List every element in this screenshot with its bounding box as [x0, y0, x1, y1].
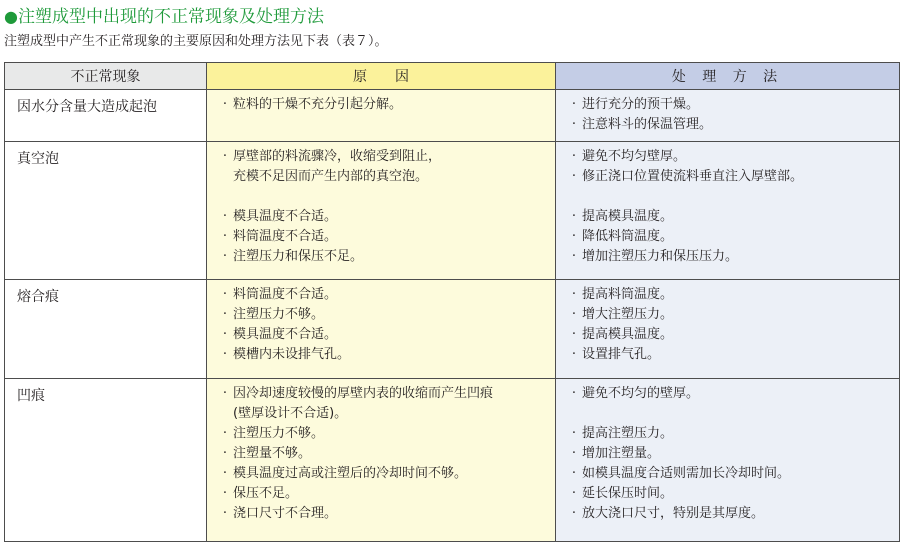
solution-item: · 避免不均匀的壁厚。 [571, 386, 700, 401]
cause-item: · 浇口尺寸不合理。 [222, 506, 338, 521]
solution-cell [556, 90, 900, 142]
table-row [5, 379, 900, 542]
troubleshooting-table [4, 62, 900, 542]
cause-item: · 注塑压力和保压不足。 [222, 249, 364, 264]
table-row [5, 90, 900, 142]
subtitle: 注塑成型中产生不正常现象的主要原因和处理方法见下表（表７）。 [4, 34, 388, 49]
solution-item: · 进行充分的预干燥。 [571, 97, 700, 112]
solution-item: · 延长保压时间。 [571, 486, 674, 501]
solution-item: · 注意料斗的保温管理。 [571, 117, 713, 132]
cause-item: · 厚壁部的料流骤冷，收缩受到阻止， [222, 149, 442, 164]
cause-item: · 注塑压力不够。 [222, 307, 325, 322]
phenomenon-cell: 真空泡 [5, 142, 207, 280]
cause-item: · 模具温度不合适。 [222, 209, 338, 224]
solution-cell [556, 142, 900, 280]
solution-item: · 增加注塑压力和保压压力。 [571, 249, 739, 264]
solution-item: · 降低料筒温度。 [571, 229, 674, 244]
solution-cell [556, 280, 900, 379]
table-header-row [5, 63, 900, 90]
solution-item: · 提高料筒温度。 [571, 287, 674, 302]
solution-item: · 提高注塑压力。 [571, 426, 674, 441]
cause-item: · 料筒温度不合适。 [222, 287, 338, 302]
phenomenon-cell: 熔合痕 [5, 280, 207, 379]
solution-item: · 放大浇口尺寸，特别是其厚度。 [571, 506, 765, 521]
page-title [4, 4, 324, 30]
cause-item: · 模具温度过高或注塑后的冷却时间不够。 [222, 466, 468, 481]
phenomenon-cell: 凹痕 [5, 379, 207, 542]
cause-item-continued: 充模不足因而产生内部的真空泡。 [233, 169, 429, 184]
title-text: 注塑成型中出现的不正常现象及处理方法 [17, 7, 324, 27]
column-header-phenomenon: 不正常现象 [5, 63, 207, 90]
solution-item: · 提高模具温度。 [571, 209, 674, 224]
phenomenon-cell: 因水分含量大造成起泡 [5, 90, 207, 142]
cause-item: · 模槽内未设排气孔。 [222, 347, 351, 362]
cause-cell [207, 379, 556, 542]
cause-item: · 注塑压力不够。 [222, 426, 325, 441]
solution-item: · 增大注塑压力。 [571, 307, 674, 322]
solution-item: · 增加注塑量。 [571, 446, 661, 461]
cause-item: · 注塑量不够。 [222, 446, 312, 461]
table-row [5, 142, 900, 280]
cause-item-continued: (壁厚设计不合适)。 [233, 406, 348, 421]
cause-item: · 粒料的干燥不充分引起分解。 [222, 97, 403, 112]
solution-item: · 提高模具温度。 [571, 327, 674, 342]
cause-cell [207, 142, 556, 280]
column-header-cause: 原 因 [207, 63, 556, 90]
solution-item: · 设置排气孔。 [571, 347, 661, 362]
cause-item: · 料筒温度不合适。 [222, 229, 338, 244]
solution-item: · 如模具温度合适则需加长冷却时间。 [571, 466, 791, 481]
cause-cell [207, 280, 556, 379]
column-header-solution: 处 理 方 法 [556, 63, 900, 90]
cause-cell [207, 90, 556, 142]
spacer [217, 187, 547, 207]
spacer [566, 187, 891, 207]
cause-item: · 因冷却速度较慢的厚壁内表的收缩而产生凹痕 [222, 386, 494, 401]
solution-item: · 避免不均匀壁厚。 [571, 149, 687, 164]
solution-item: · 修正浇口位置使流料垂直注入厚壁部。 [571, 169, 804, 184]
cause-item: · 模具温度不合适。 [222, 327, 338, 342]
table-row [5, 280, 900, 379]
cause-item: · 保压不足。 [222, 486, 299, 501]
bullet-dot-icon: ● [4, 7, 18, 26]
solution-cell [556, 379, 900, 542]
spacer [566, 404, 891, 424]
